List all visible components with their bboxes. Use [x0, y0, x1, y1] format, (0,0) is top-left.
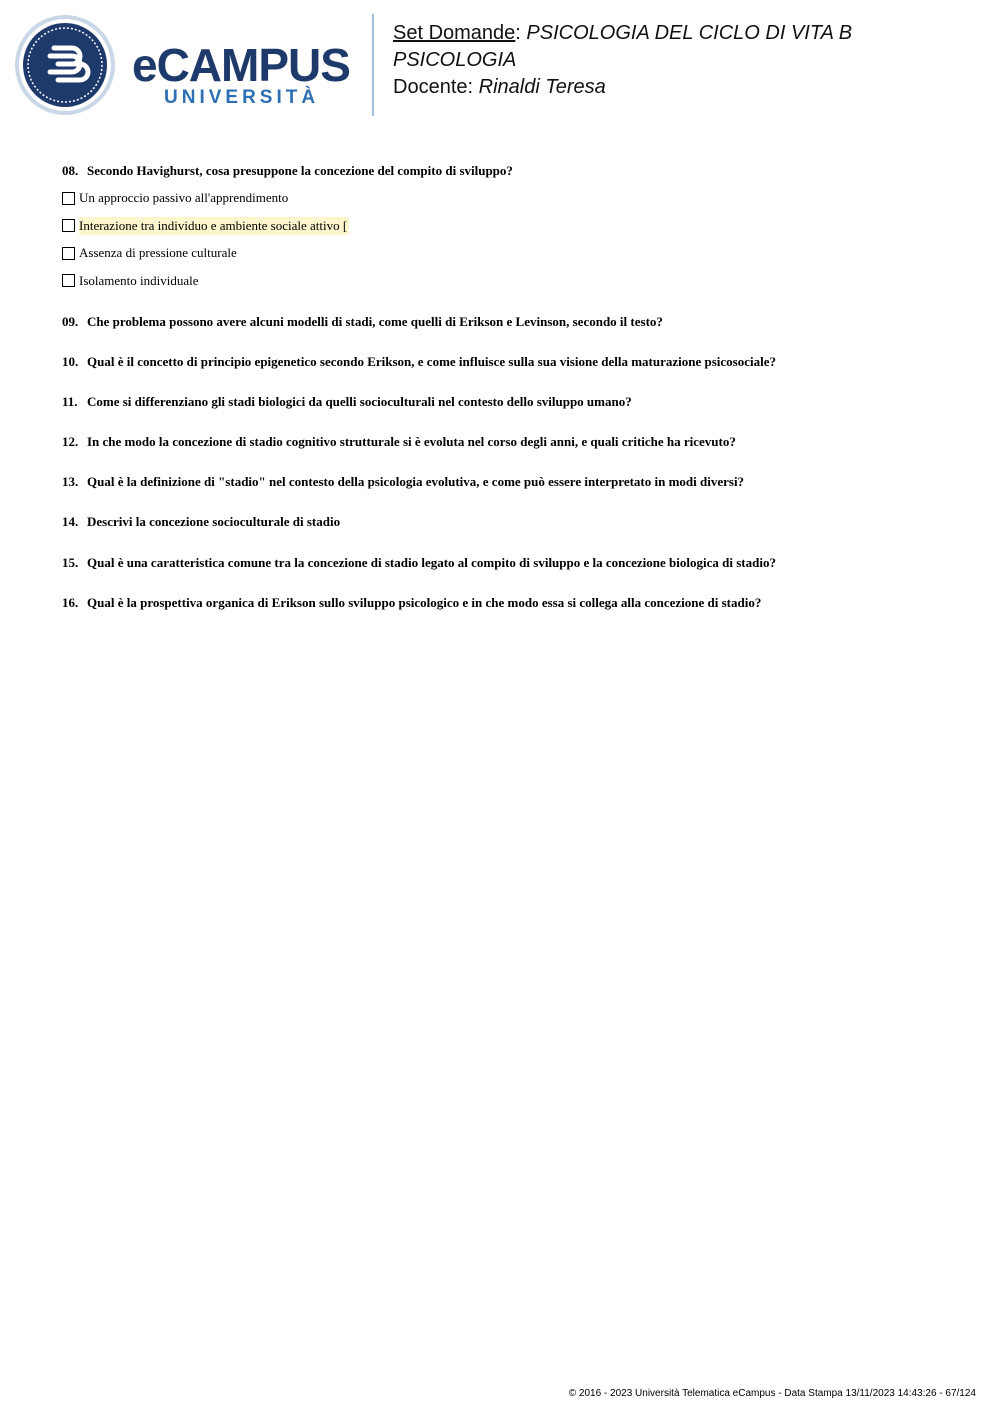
question-08 — [62, 162, 962, 180]
set-title-line-2 — [393, 47, 953, 74]
set-label: Set Domande — [393, 22, 516, 44]
question-item — [62, 594, 962, 612]
question-text: Qual è il concetto di principio epigenetico secondo Erikson, e come influisce sulla sua visione della maturazione psicosociale? — [87, 353, 776, 369]
question-number: 14. — [62, 514, 79, 530]
answer-option[interactable] — [62, 188, 962, 208]
answer-option[interactable] — [62, 271, 962, 291]
question-text: Come si differenziano gli stadi biologici da quelli socioculturali nel contesto dello sviluppo umano? — [87, 393, 632, 409]
question-number: 12. — [62, 434, 79, 450]
set-title-2: PSICOLOGIA — [393, 49, 517, 71]
header-divider — [372, 14, 374, 116]
question-text: Secondo Havighurst, cosa presuppone la concezione del compito di sviluppo? — [87, 163, 513, 178]
ecampus-seal-logo — [14, 14, 116, 116]
question-item — [62, 433, 962, 451]
question-number: 10. — [62, 353, 79, 369]
question-number: 15. — [62, 554, 79, 570]
question-text: In che modo la concezione di stadio cognitivo strutturale si è evoluta nel corso degli anni, e quali critiche ha ricevuto? — [87, 434, 736, 450]
question-text: Descrivi la concezione socioculturale di stadio — [87, 514, 341, 530]
answer-option-text: Un approccio passivo all'apprendimento — [79, 190, 289, 205]
checkbox[interactable] — [62, 219, 75, 232]
question-text: Qual è la definizione di "stadio" nel contesto della psicologia evolutiva, e come può essere interpretato in modi diversi? — [87, 474, 745, 490]
question-item — [62, 473, 962, 491]
question-number: 08. — [62, 163, 79, 178]
questions-content — [62, 162, 962, 634]
question-item — [62, 353, 962, 371]
answer-option[interactable] — [62, 243, 962, 263]
answer-option-text: Interazione tra individuo e ambiente sociale attivo [ — [79, 217, 348, 233]
checkbox[interactable] — [62, 247, 75, 260]
answer-option-text: Isolamento individuale — [79, 272, 199, 288]
header-info — [393, 20, 953, 101]
set-title-line: Set Domande: PSICOLOGIA DEL CICLO DI VITA B — [393, 22, 853, 44]
page-footer: © 2016 - 2023 Università Telematica eCampus - Data Stampa 13/11/2023 14:43:26 - 67/124 — [568, 1388, 976, 1399]
question-item — [62, 513, 962, 531]
open-questions-list — [62, 313, 962, 612]
logo-brand-text: eCAMPUS — [132, 39, 350, 91]
question-item — [62, 313, 962, 331]
checkbox[interactable] — [62, 274, 75, 287]
question-number: 13. — [62, 474, 79, 490]
answer-option-text: Assenza di pressione culturale — [79, 245, 237, 260]
question-item — [62, 393, 962, 411]
question-number: 09. — [62, 313, 79, 329]
checkbox[interactable] — [62, 192, 75, 205]
ecampus-wordmark-logo — [132, 39, 356, 112]
teacher-name: Rinaldi Teresa — [478, 76, 606, 98]
question-item — [62, 554, 962, 572]
question-text: Qual è la prospettiva organica di Erikson sullo sviluppo psicologico e in che modo essa si collega alla concezione di stadio? — [87, 594, 762, 610]
set-title-1: PSICOLOGIA DEL CICLO DI VITA B — [526, 22, 853, 44]
question-text: Qual è una caratteristica comune tra la concezione di stadio legato al compito di sviluppo e la concezione biologica di stadio? — [87, 554, 776, 570]
logo-subtitle-text: UNIVERSITÀ — [164, 87, 320, 108]
teacher-label: Docente: — [393, 76, 474, 98]
page-header — [0, 0, 1000, 130]
teacher-line — [393, 74, 953, 101]
answer-option-highlighted[interactable] — [62, 216, 962, 236]
question-text: Che problema possono avere alcuni modelli di stadi, come quelli di Erikson e Levinson, secondo il testo? — [87, 313, 663, 329]
question-number: 16. — [62, 594, 79, 610]
question-number: 11. — [62, 393, 78, 409]
